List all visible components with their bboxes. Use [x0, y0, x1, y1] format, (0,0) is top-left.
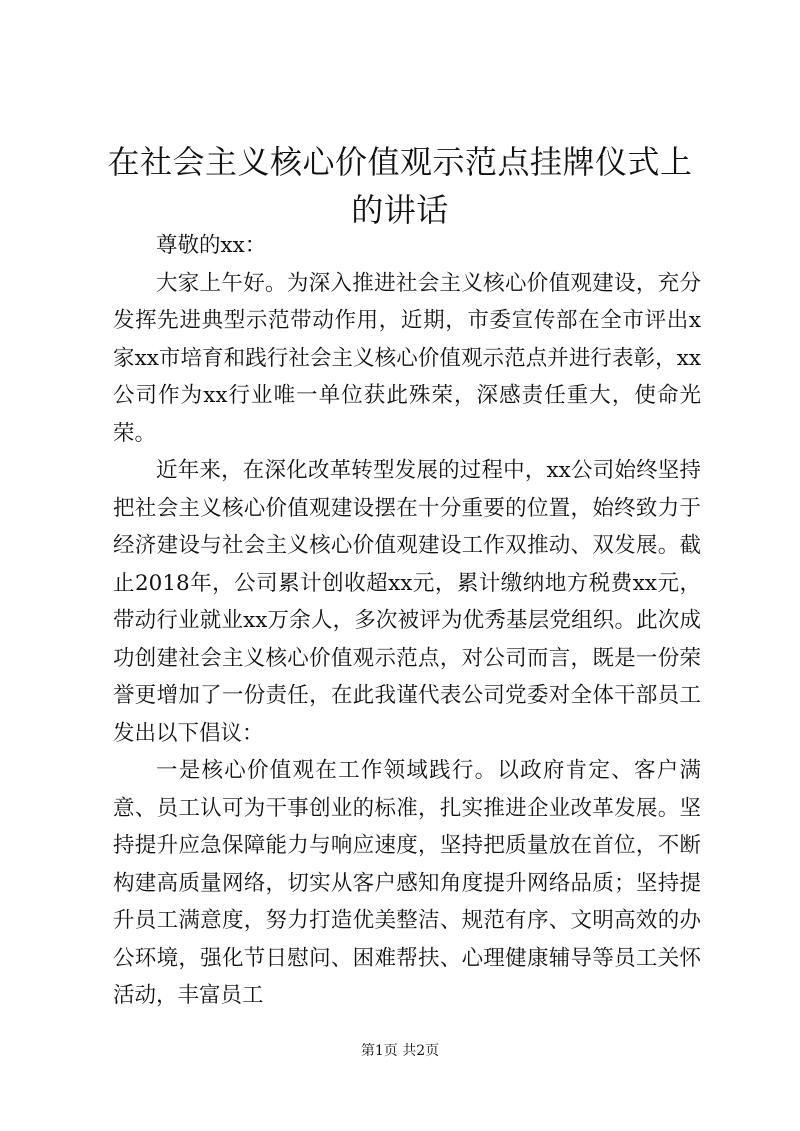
page-footer: [0, 1041, 800, 1061]
body-paragraph: 一是核心价值观在工作领域践行。以政府肯定、客户满意、员工认可为干事创业的标准，扎实推进企业改革发展。坚持提升应急保障能力与响应速度，坚持把质量放在首位，不断构建高质量网络，切实从客户感知角度提升网络品质；坚持提升员工满意度，努力打造优美整洁、规范有序、文明高效的办公环境，强化节日慰问、困难帮扶、心理健康辅导等员工关怀活动，丰富员工: [113, 758, 701, 1008]
page-number: 第1页: [360, 1043, 398, 1059]
body-paragraph: 大家上午好。为深入推进社会主义核心价值观建设，充分发挥先进典型示范带动作用，近期，市委宣传部在全市评出x家xx市培育和践行社会主义核心价值观示范点并进行表彰，xx公司作为xx行业唯一单位获此殊荣，深感责任重大，使命光荣。: [113, 270, 701, 446]
salutation: 尊敬的xx：: [156, 233, 267, 258]
document-title: 在社会主义核心价值观示范点挂牌仪式上的讲话: [107, 143, 693, 229]
page-total: 共2页: [402, 1043, 440, 1059]
document-body: [113, 227, 701, 1015]
body-paragraph: 近年来，在深化改革转型发展的过程中，xx公司始终坚持把社会主义核心价值观建设摆在十分重要的位置，始终致力于经济建设与社会主义核心价值观建设工作双推动、双发展。截止2018年，公司累计创收超xx元，累计缴纳地方税费xx元，带动行业就业xx万余人，多次被评为优秀基层党组织。此次成功创建社会主义核心价值观示范点，对公司而言，既是一份荣誉更增加了一份责任，在此我谨代表公司党委对全体干部员工发出以下倡议：: [113, 458, 701, 746]
